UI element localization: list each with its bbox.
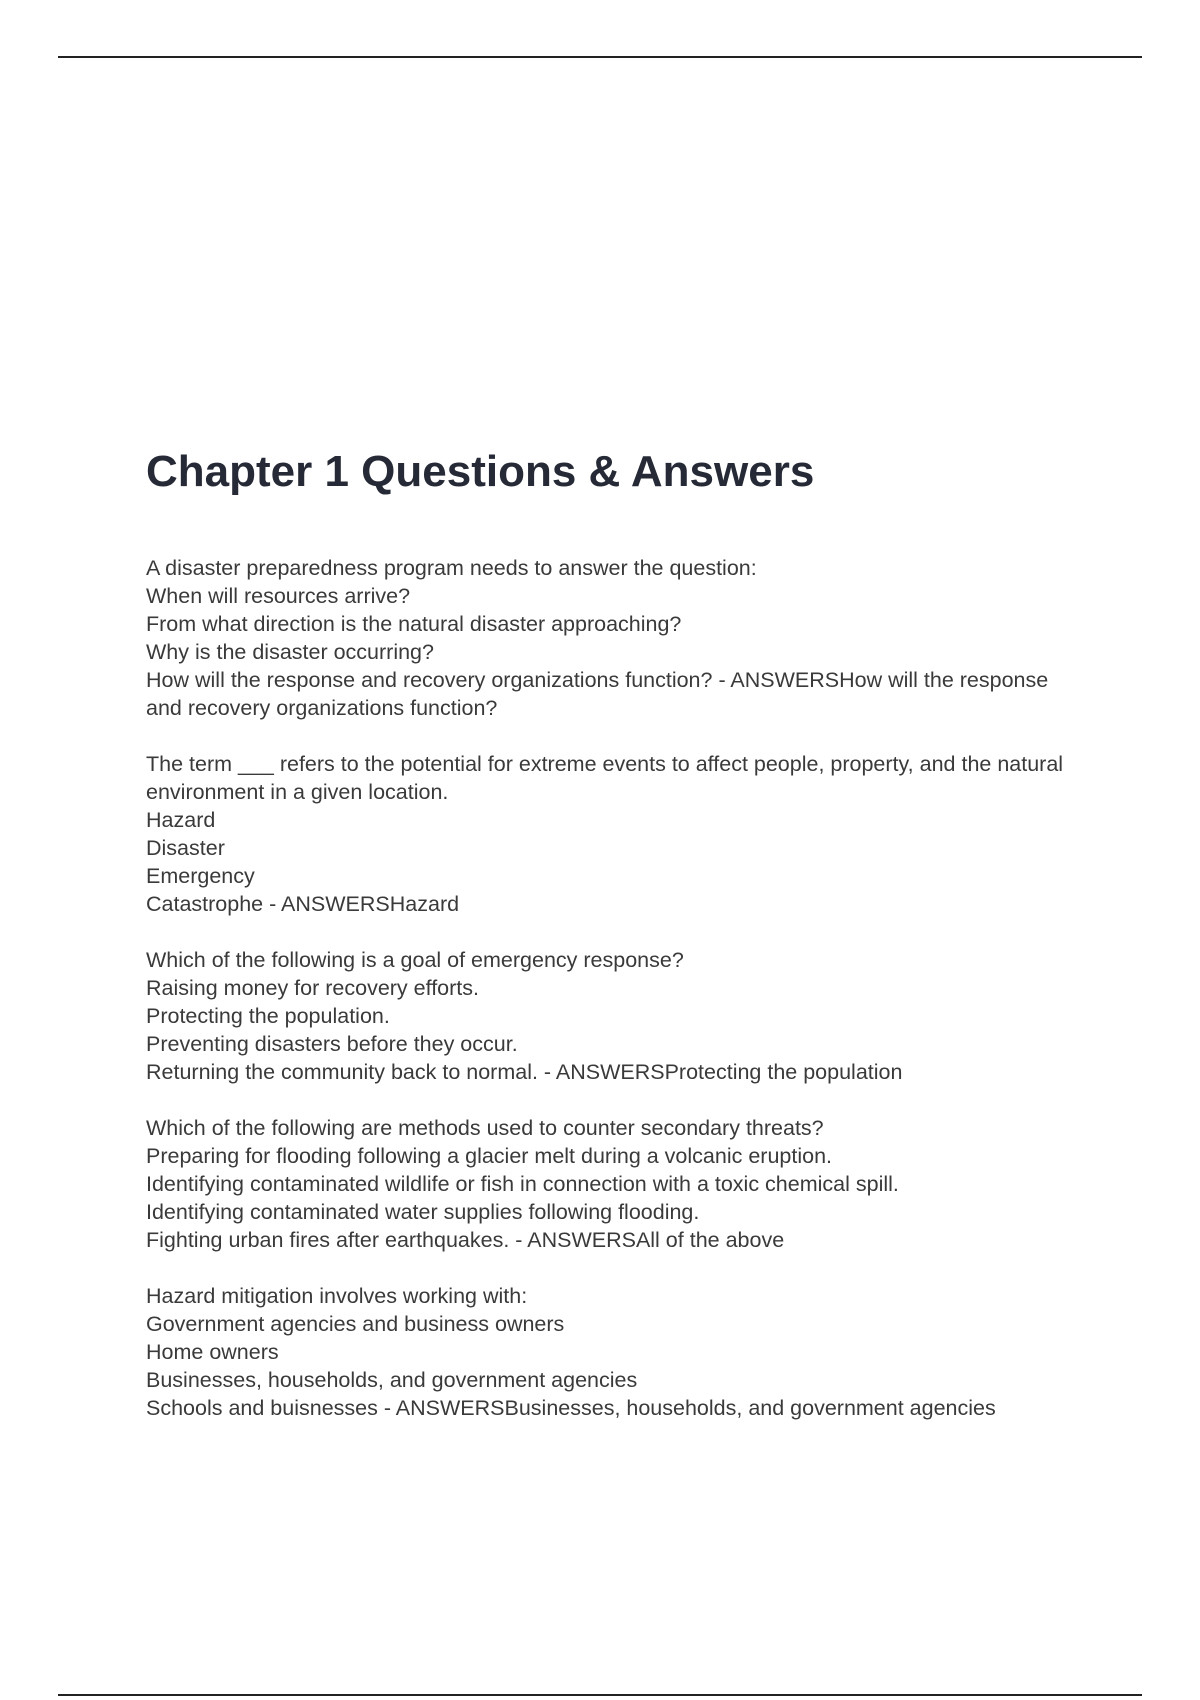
option-text: Emergency <box>146 864 255 888</box>
option-with-answer: Schools and buisnesses - ANSWERSBusinesses, households, and government agencies <box>146 1396 996 1420</box>
option-text: Preparing for flooding following a glacier melt during a volcanic eruption. <box>146 1144 832 1168</box>
question-text: A disaster preparedness program needs to answer the question: <box>146 556 757 580</box>
option-text: Preventing disasters before they occur. <box>146 1032 518 1056</box>
qa-item-4 <box>146 1114 1086 1254</box>
option-text: Hazard <box>146 808 216 832</box>
option-text: Identifying contaminated wildlife or fish in connection with a toxic chemical spill. <box>146 1172 899 1196</box>
option-text: Raising money for recovery efforts. <box>146 976 479 1000</box>
qa-list <box>146 554 1086 1422</box>
option-text: Government agencies and business owners <box>146 1312 565 1336</box>
top-rule <box>58 56 1142 58</box>
option-with-answer: How will the response and recovery organizations function? - ANSWERSHow will the response and recovery organizations function? <box>146 668 1049 720</box>
option-text: Why is the disaster occurring? <box>146 640 434 664</box>
option-with-answer: Catastrophe - ANSWERSHazard <box>146 892 460 916</box>
option-with-answer: Returning the community back to normal. - ANSWERSProtecting the population <box>146 1060 903 1084</box>
question-text: The term ___ refers to the potential for extreme events to affect people, property, and the natural environment in a given location. <box>146 752 1064 804</box>
qa-item-5 <box>146 1282 1086 1422</box>
option-text: Protecting the population. <box>146 1004 390 1028</box>
qa-item-1 <box>146 554 1086 722</box>
question-text: Which of the following are methods used to counter secondary threats? <box>146 1116 824 1140</box>
qa-item-3 <box>146 946 1086 1086</box>
page-title: Chapter 1 Questions & Answers <box>146 447 815 496</box>
bottom-rule <box>58 1694 1142 1696</box>
qa-item-2 <box>146 750 1086 918</box>
document-body <box>146 446 1086 1450</box>
question-text: Which of the following is a goal of emergency response? <box>146 948 684 972</box>
option-text: Home owners <box>146 1340 279 1364</box>
option-text: Businesses, households, and government agencies <box>146 1368 638 1392</box>
question-text: Hazard mitigation involves working with: <box>146 1284 528 1308</box>
option-text: Identifying contaminated water supplies following flooding. <box>146 1200 700 1224</box>
option-text: From what direction is the natural disaster approaching? <box>146 612 682 636</box>
option-text: When will resources arrive? <box>146 584 411 608</box>
option-text: Disaster <box>146 836 225 860</box>
option-with-answer: Fighting urban fires after earthquakes. - ANSWERSAll of the above <box>146 1228 785 1252</box>
